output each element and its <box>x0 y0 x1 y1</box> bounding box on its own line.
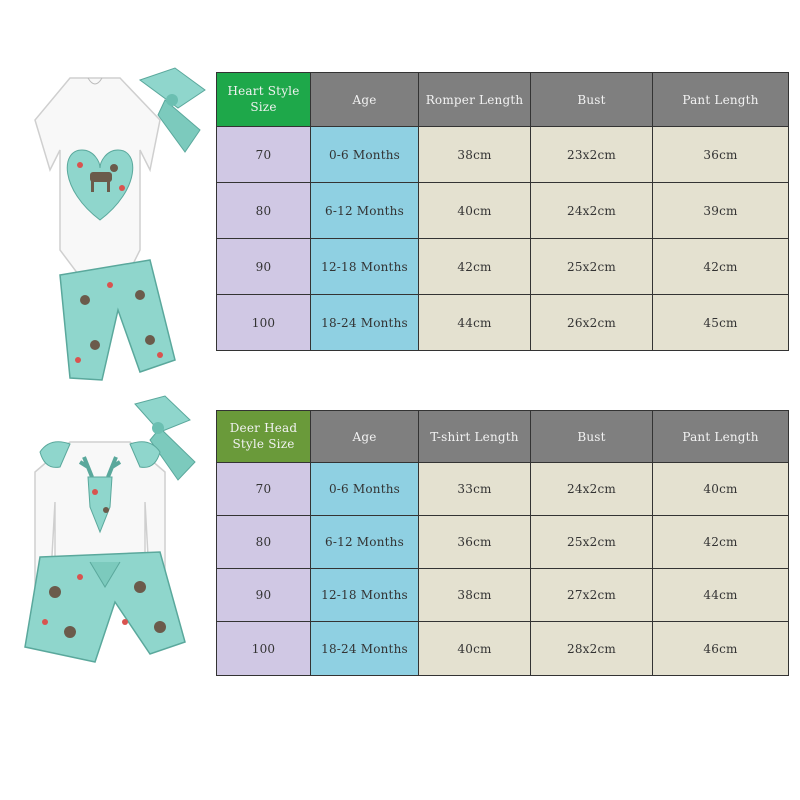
cell-bust: 24x2cm <box>531 183 653 239</box>
cell-bust: 26x2cm <box>531 295 653 351</box>
table-row <box>217 127 789 183</box>
table-row <box>217 183 789 239</box>
cell-age: 0-6 Months <box>311 463 419 516</box>
cell-length: 40cm <box>419 183 531 239</box>
header-length: T-shirt Length <box>419 411 531 463</box>
cell-age: 6-12 Months <box>311 183 419 239</box>
cell-size: 70 <box>217 127 311 183</box>
table-row <box>217 463 789 516</box>
cell-age: 12-18 Months <box>311 569 419 622</box>
cell-size: 90 <box>217 239 311 295</box>
cell-size: 70 <box>217 463 311 516</box>
table-row <box>217 516 789 569</box>
cell-bust: 24x2cm <box>531 463 653 516</box>
corner-label-line2: Size <box>250 99 277 114</box>
table-header-row <box>217 73 789 127</box>
header-bust: Bust <box>531 411 653 463</box>
cell-age: 18-24 Months <box>311 622 419 676</box>
cell-age: 0-6 Months <box>311 127 419 183</box>
cell-length: 38cm <box>419 127 531 183</box>
cell-pant-length: 39cm <box>653 183 789 239</box>
header-bust: Bust <box>531 73 653 127</box>
deer-head-size-table <box>216 410 789 676</box>
cell-bust: 25x2cm <box>531 516 653 569</box>
header-pant-length: Pant Length <box>653 73 789 127</box>
corner-label-line1: Deer Head <box>229 420 298 435</box>
cell-length: 44cm <box>419 295 531 351</box>
cell-size: 100 <box>217 295 311 351</box>
table-corner-label <box>217 411 311 463</box>
header-age: Age <box>311 73 419 127</box>
cell-pant-length: 44cm <box>653 569 789 622</box>
cell-length: 40cm <box>419 622 531 676</box>
cell-bust: 27x2cm <box>531 569 653 622</box>
table-header-row <box>217 411 789 463</box>
cell-pant-length: 36cm <box>653 127 789 183</box>
cell-length: 33cm <box>419 463 531 516</box>
deer-outfit-image <box>0 392 210 792</box>
cell-pant-length: 46cm <box>653 622 789 676</box>
cell-pant-length: 42cm <box>653 239 789 295</box>
cell-bust: 28x2cm <box>531 622 653 676</box>
cell-size: 90 <box>217 569 311 622</box>
header-length: Romper Length <box>419 73 531 127</box>
cell-length: 36cm <box>419 516 531 569</box>
header-pant-length: Pant Length <box>653 411 789 463</box>
cell-pant-length: 45cm <box>653 295 789 351</box>
cell-age: 12-18 Months <box>311 239 419 295</box>
cell-length: 42cm <box>419 239 531 295</box>
cell-bust: 23x2cm <box>531 127 653 183</box>
cell-length: 38cm <box>419 569 531 622</box>
cell-size: 80 <box>217 183 311 239</box>
corner-label-line1: Heart Style <box>227 83 300 98</box>
heart-size-table <box>216 72 789 351</box>
table-row <box>217 622 789 676</box>
cell-pant-length: 40cm <box>653 463 789 516</box>
table-corner-label <box>217 73 311 127</box>
table-row <box>217 569 789 622</box>
cell-size: 80 <box>217 516 311 569</box>
corner-label-line2: Style Size <box>232 436 295 451</box>
heart-outfit-image <box>0 60 210 390</box>
table-row <box>217 239 789 295</box>
cell-bust: 25x2cm <box>531 239 653 295</box>
cell-age: 18-24 Months <box>311 295 419 351</box>
table-row <box>217 295 789 351</box>
cell-age: 6-12 Months <box>311 516 419 569</box>
header-age: Age <box>311 411 419 463</box>
cell-pant-length: 42cm <box>653 516 789 569</box>
cell-size: 100 <box>217 622 311 676</box>
